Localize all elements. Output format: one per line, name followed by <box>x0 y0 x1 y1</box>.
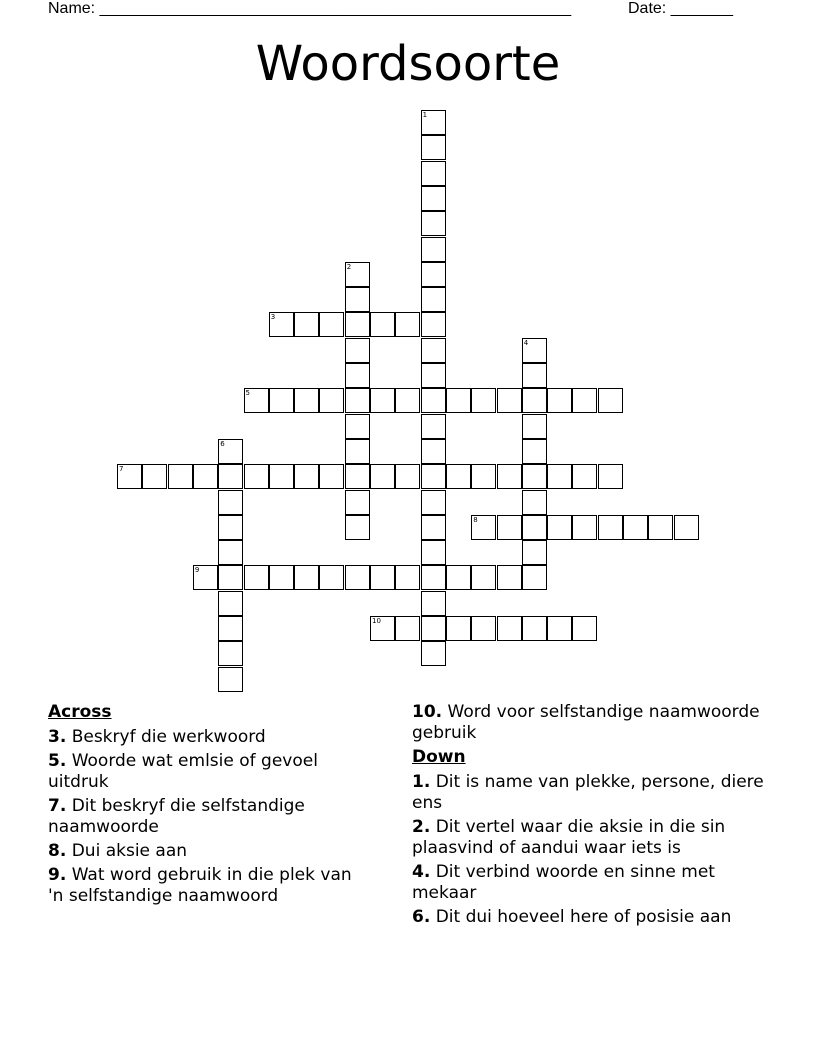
grid-cell[interactable] <box>522 363 547 388</box>
grid-cell[interactable] <box>497 565 522 590</box>
grid-cell[interactable] <box>370 565 395 590</box>
grid-cell[interactable] <box>117 464 142 489</box>
grid-cell[interactable] <box>522 616 547 641</box>
date-field-label: Date: _______ <box>628 0 733 17</box>
grid-cell[interactable] <box>522 388 547 413</box>
grid-cell[interactable] <box>497 388 522 413</box>
clue-number: 5. <box>48 751 67 771</box>
clue-text: Dit is name van plekke, persone, diere ens <box>412 772 764 813</box>
grid-cell[interactable] <box>497 515 522 540</box>
grid-cell[interactable] <box>572 616 597 641</box>
down-clue-4 <box>412 862 772 904</box>
grid-cell[interactable] <box>345 490 370 515</box>
clue-number: 3. <box>48 727 67 747</box>
cell-number: 9 <box>194 566 200 575</box>
grid-cell[interactable] <box>421 161 446 186</box>
down-clue-6 <box>412 907 772 928</box>
grid-cell[interactable] <box>421 439 446 464</box>
grid-cell[interactable] <box>395 388 420 413</box>
grid-cell[interactable] <box>218 591 243 616</box>
grid-cell[interactable] <box>142 464 167 489</box>
grid-cell[interactable] <box>319 312 344 337</box>
grid-cell[interactable] <box>522 439 547 464</box>
grid-cell[interactable] <box>294 464 319 489</box>
clue-number: 2. <box>412 817 431 837</box>
grid-cell[interactable] <box>421 211 446 236</box>
clue-number: 8. <box>48 841 67 861</box>
grid-cell[interactable] <box>421 490 446 515</box>
grid-cell[interactable] <box>522 338 547 363</box>
grid-cell[interactable] <box>370 388 395 413</box>
clue-text: Dit beskryf die selfstandige naamwoorde <box>48 796 305 837</box>
clue-text: Beskryf die werkwoord <box>71 727 266 747</box>
grid-cell[interactable] <box>421 237 446 262</box>
grid-cell[interactable] <box>572 515 597 540</box>
grid-cell[interactable] <box>572 464 597 489</box>
grid-cell[interactable] <box>674 515 699 540</box>
grid-cell[interactable] <box>421 312 446 337</box>
grid-cell[interactable] <box>395 312 420 337</box>
grid-cell[interactable] <box>598 464 623 489</box>
across-clue-3 <box>48 727 368 748</box>
grid-cell[interactable] <box>168 464 193 489</box>
grid-cell[interactable] <box>547 464 572 489</box>
grid-cell[interactable] <box>421 186 446 211</box>
cell-number: 5 <box>245 389 250 398</box>
grid-cell[interactable] <box>446 388 471 413</box>
grid-cell[interactable] <box>294 312 319 337</box>
grid-cell[interactable] <box>218 616 243 641</box>
grid-cell[interactable] <box>421 388 446 413</box>
grid-cell[interactable] <box>421 464 446 489</box>
clue-text: Woorde wat emlsie of gevoel uitdruk <box>48 751 318 792</box>
grid-cell[interactable] <box>244 388 269 413</box>
grid-cell[interactable] <box>421 591 446 616</box>
down-heading: Down <box>412 747 466 767</box>
clue-number: 4. <box>412 862 431 882</box>
grid-cell[interactable] <box>395 616 420 641</box>
grid-cell[interactable] <box>345 363 370 388</box>
name-field-label: Name: _____________________________________________________ <box>48 0 572 17</box>
grid-cell[interactable] <box>345 388 370 413</box>
clue-text: Dui aksie aan <box>71 841 188 861</box>
grid-cell[interactable] <box>471 616 496 641</box>
grid-cell[interactable] <box>218 641 243 666</box>
down-clue-2 <box>412 817 772 859</box>
grid-cell[interactable] <box>421 287 446 312</box>
grid-cell[interactable] <box>421 363 446 388</box>
across-clue-7 <box>48 796 368 838</box>
grid-cell[interactable] <box>218 490 243 515</box>
clues-right-column <box>412 702 772 931</box>
grid-cell[interactable] <box>395 464 420 489</box>
grid-cell[interactable] <box>522 515 547 540</box>
grid-cell[interactable] <box>446 565 471 590</box>
grid-cell[interactable] <box>345 464 370 489</box>
grid-cell[interactable] <box>421 135 446 160</box>
grid-cell[interactable] <box>345 439 370 464</box>
grid-cell[interactable] <box>598 515 623 540</box>
clues-left-column <box>48 702 368 910</box>
grid-cell[interactable] <box>522 464 547 489</box>
grid-cell[interactable] <box>370 616 395 641</box>
grid-cell[interactable] <box>522 540 547 565</box>
grid-cell[interactable] <box>623 515 648 540</box>
grid-cell[interactable] <box>421 540 446 565</box>
grid-cell[interactable] <box>421 414 446 439</box>
grid-cell[interactable] <box>218 464 243 489</box>
grid-cell[interactable] <box>421 515 446 540</box>
grid-cell[interactable] <box>193 464 218 489</box>
grid-cell[interactable] <box>446 464 471 489</box>
across-clue-5 <box>48 751 368 793</box>
clue-text: Wat word gebruik in die plek van 'n selfstandige naamwoord <box>48 865 352 906</box>
grid-cell[interactable] <box>471 388 496 413</box>
clue-text: Dit verbind woorde en sinne met mekaar <box>412 862 715 903</box>
grid-cell[interactable] <box>345 515 370 540</box>
grid-cell[interactable] <box>497 616 522 641</box>
grid-cell[interactable] <box>471 565 496 590</box>
grid-cell[interactable] <box>345 338 370 363</box>
clue-number: 6. <box>412 907 431 927</box>
grid-cell[interactable] <box>522 490 547 515</box>
grid-cell[interactable] <box>421 110 446 135</box>
cell-number: 4 <box>523 338 529 347</box>
grid-cell[interactable] <box>497 464 522 489</box>
grid-cell[interactable] <box>598 388 623 413</box>
grid-cell[interactable] <box>421 262 446 287</box>
grid-cell[interactable] <box>218 667 243 692</box>
grid-cell[interactable] <box>471 515 496 540</box>
grid-cell[interactable] <box>522 565 547 590</box>
grid-cell[interactable] <box>244 565 269 590</box>
grid-cell[interactable] <box>345 312 370 337</box>
grid-cell[interactable] <box>269 565 294 590</box>
cell-number: 10 <box>372 617 381 625</box>
grid-cell[interactable] <box>269 464 294 489</box>
across-heading: Across <box>48 702 112 722</box>
grid-cell[interactable] <box>345 262 370 287</box>
grid-cell[interactable] <box>547 388 572 413</box>
grid-cell[interactable] <box>244 464 269 489</box>
grid-cell[interactable] <box>269 312 294 337</box>
clue-text: Word voor selfstandige naamwoorde gebruik <box>412 702 760 743</box>
grid-cell[interactable] <box>421 565 446 590</box>
grid-cell[interactable] <box>547 515 572 540</box>
grid-cell[interactable] <box>345 414 370 439</box>
grid-cell[interactable] <box>421 616 446 641</box>
grid-cell[interactable] <box>319 464 344 489</box>
grid-cell[interactable] <box>471 464 496 489</box>
clue-number: 9. <box>48 865 67 885</box>
cell-number: 3 <box>270 313 276 322</box>
cell-number: 7 <box>119 465 124 474</box>
grid-cell[interactable] <box>446 616 471 641</box>
across-clue-8 <box>48 841 368 862</box>
down-clue-1 <box>412 772 772 814</box>
clue-text: Dit dui hoeveel here of posisie aan <box>435 907 732 927</box>
grid-cell[interactable] <box>294 565 319 590</box>
clue-text: Dit vertel waar die aksie in die sin plaasvind of aandui waar iets is <box>412 817 726 858</box>
across-clue-10 <box>412 702 772 744</box>
grid-cell[interactable] <box>218 565 243 590</box>
cell-number: 6 <box>220 439 225 448</box>
grid-cell[interactable] <box>395 565 420 590</box>
grid-cell[interactable] <box>193 565 218 590</box>
grid-cell[interactable] <box>218 439 243 464</box>
clue-number: 10. <box>412 702 443 722</box>
grid-cell[interactable] <box>319 565 344 590</box>
grid-cell[interactable] <box>319 388 344 413</box>
grid-cell[interactable] <box>294 388 319 413</box>
grid-cell[interactable] <box>370 464 395 489</box>
grid-cell[interactable] <box>547 616 572 641</box>
grid-cell[interactable] <box>218 540 243 565</box>
grid-cell[interactable] <box>421 641 446 666</box>
cell-number: 8 <box>473 515 478 524</box>
cell-number: 1 <box>422 111 428 119</box>
grid-cell[interactable] <box>345 565 370 590</box>
clue-number: 1. <box>412 772 431 792</box>
across-clue-9 <box>48 865 368 907</box>
grid-cell[interactable] <box>421 338 446 363</box>
grid-cell[interactable] <box>572 388 597 413</box>
grid-cell[interactable] <box>522 414 547 439</box>
grid-cell[interactable] <box>370 312 395 337</box>
grid-cell[interactable] <box>648 515 673 540</box>
grid-cell[interactable] <box>218 515 243 540</box>
grid-cell[interactable] <box>345 287 370 312</box>
cell-number: 2 <box>346 262 352 271</box>
puzzle-title: Woordsoorte <box>255 36 561 92</box>
grid-cell[interactable] <box>269 388 294 413</box>
clue-number: 7. <box>48 796 67 816</box>
